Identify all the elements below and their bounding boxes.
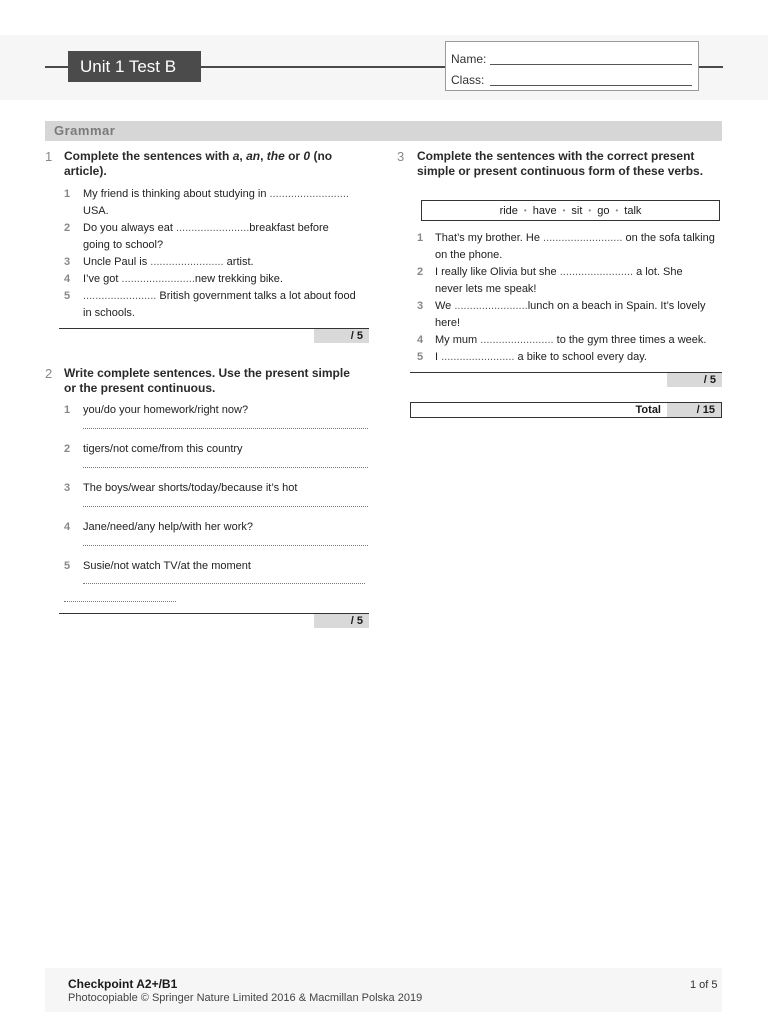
name-field[interactable] xyxy=(490,64,692,65)
answer-gap[interactable]: ........................ xyxy=(150,256,224,268)
answer-gap[interactable]: .......................... xyxy=(269,188,349,200)
item-number: 2 xyxy=(417,266,424,278)
item-number: 5 xyxy=(64,290,71,302)
instruction-segment: 0 xyxy=(303,149,311,163)
answer-line[interactable] xyxy=(83,506,368,507)
exercise-1-item xyxy=(83,186,373,220)
item-text-before: My mum xyxy=(435,334,481,346)
item-text-line2: on the phone. xyxy=(435,249,503,261)
item-text-line2: here! xyxy=(435,317,461,329)
answer-gap[interactable]: ........................ xyxy=(175,222,250,234)
item-number: 4 xyxy=(64,521,71,533)
item-text-after: to the gym three times a week. xyxy=(553,334,707,346)
item-text-line2: in schools. xyxy=(83,307,135,319)
item-number: 4 xyxy=(64,273,71,285)
exercise-3-instruction: Complete the sentences with the correct present simple or present continuous form of these verbs. xyxy=(417,149,704,178)
item-text-after: British government talks a lot about food xyxy=(156,290,356,302)
instruction-segment: the xyxy=(266,149,285,163)
answer-gap[interactable]: ........................ xyxy=(559,266,634,278)
verb-ride: ride xyxy=(499,205,518,217)
answer-gap[interactable]: ........................ xyxy=(441,351,515,363)
item-number: 5 xyxy=(64,560,71,572)
item-text-before: I xyxy=(435,351,442,363)
verb-bullet: • xyxy=(562,206,566,215)
exercise-2-number: 2 xyxy=(45,366,53,381)
answer-gap[interactable]: ........................ xyxy=(83,290,157,302)
exercise-3-number: 3 xyxy=(397,149,405,164)
item-text-after: on the sofa talking xyxy=(622,232,715,244)
item-text-after: breakfast before xyxy=(249,222,329,234)
item-text-after: new trekking bike. xyxy=(194,273,283,285)
item-text-line2: USA. xyxy=(83,205,109,217)
exercise-1-item xyxy=(83,271,373,288)
verb-have: have xyxy=(532,205,557,217)
item-number: 2 xyxy=(64,222,71,234)
item-text-before: Do you always eat xyxy=(83,222,176,234)
exercise-2-instruction: Write complete sentences. Use the present simple or the present continuous. xyxy=(64,366,350,395)
item-text-before: We xyxy=(435,300,455,312)
unit-title: Unit 1 Test B xyxy=(68,51,201,82)
exercise-1-number: 1 xyxy=(45,149,53,164)
name-label: Name: xyxy=(451,52,487,66)
answer-gap[interactable]: ........................ xyxy=(454,300,528,312)
verb-sit: sit xyxy=(571,205,583,217)
item-number: 3 xyxy=(417,300,424,312)
exercise-2-prompt: Susie/not watch TV/at the moment xyxy=(83,560,251,572)
item-text-line2: going to school? xyxy=(83,239,164,251)
exercise-2-prompt: tigers/not come/from this country xyxy=(83,443,243,455)
total-score: / 15 xyxy=(667,403,721,417)
class-label: Class: xyxy=(451,73,485,87)
instruction-segment: , xyxy=(260,149,267,163)
item-number: 4 xyxy=(417,334,424,346)
footer-title: Checkpoint A2+/B1 xyxy=(68,977,178,991)
item-text-after: artist. xyxy=(223,256,254,268)
exercise-3-item xyxy=(435,332,725,349)
section-title: Grammar xyxy=(54,123,116,138)
verb-talk: talk xyxy=(624,205,642,217)
answer-line[interactable] xyxy=(83,583,365,584)
answer-line[interactable] xyxy=(83,467,368,468)
item-text-before: I really like Olivia but she xyxy=(435,266,560,278)
verb-bullet: • xyxy=(523,206,527,215)
item-text-before: That’s my brother. He xyxy=(435,232,544,244)
item-text-before: Uncle Paul is xyxy=(83,256,151,268)
exercise-3-item xyxy=(435,349,725,366)
verb-bullet: • xyxy=(588,206,592,215)
exercise-3-item xyxy=(435,298,725,332)
total-label: Total xyxy=(635,404,661,416)
instruction-segment: (no article). xyxy=(64,149,333,178)
item-number: 1 xyxy=(417,232,424,244)
item-text-after: lunch on a beach in Spain. It’s lovely xyxy=(527,300,706,312)
exercise-1-item xyxy=(83,288,373,322)
page-number: 1 of 5 xyxy=(690,979,718,991)
item-number: 3 xyxy=(64,482,71,494)
item-text-after: a bike to school every day. xyxy=(514,351,647,363)
answer-line[interactable] xyxy=(83,428,368,429)
name-class-box xyxy=(445,41,699,91)
exercise-1-item xyxy=(83,220,373,254)
verb-box xyxy=(421,200,720,221)
instruction-segment: an xyxy=(246,149,261,163)
exercise-3-score: / 5 xyxy=(667,373,722,387)
section-band xyxy=(45,121,722,141)
item-number: 3 xyxy=(64,256,71,268)
answer-gap[interactable]: .......................... xyxy=(543,232,623,244)
item-number: 5 xyxy=(417,351,424,363)
class-field[interactable] xyxy=(490,85,692,86)
exercise-2-prompt: Jane/need/any help/with her work? xyxy=(83,521,253,533)
answer-gap[interactable]: ........................ xyxy=(121,273,195,285)
instruction-segment: a xyxy=(232,149,240,163)
answer-line[interactable] xyxy=(83,545,368,546)
answer-gap[interactable]: ........................ xyxy=(480,334,554,346)
answer-line[interactable] xyxy=(64,601,176,602)
instruction-segment: Complete the sentences with xyxy=(64,149,233,163)
exercise-1-score: / 5 xyxy=(314,329,369,343)
footer-copyright: Photocopiable © Springer Nature Limited 2016 & Macmillan Polska 2019 xyxy=(68,992,423,1004)
item-text-before: My friend is thinking about studying in xyxy=(83,188,270,200)
item-number: 1 xyxy=(64,188,71,200)
exercise-2-prompt: The boys/wear shorts/today/because it’s hot xyxy=(83,482,298,494)
instruction-segment: , xyxy=(239,149,247,163)
verb-go: go xyxy=(597,205,610,217)
item-text-after: a lot. She xyxy=(633,266,683,278)
exercise-3-item xyxy=(435,264,725,298)
exercise-2-prompt: you/do your homework/right now? xyxy=(83,404,249,416)
item-number: 2 xyxy=(64,443,71,455)
item-number: 1 xyxy=(64,404,71,416)
verb-bullet: • xyxy=(615,206,619,215)
exercise-2-score: / 5 xyxy=(314,614,369,628)
exercise-3-item xyxy=(435,230,725,264)
item-text-line2: never lets me speak! xyxy=(435,283,537,295)
exercise-1-instruction xyxy=(64,149,364,179)
exercise-1-item xyxy=(83,254,373,271)
item-text-before: I’ve got xyxy=(83,273,122,285)
instruction-segment: or xyxy=(284,149,304,163)
